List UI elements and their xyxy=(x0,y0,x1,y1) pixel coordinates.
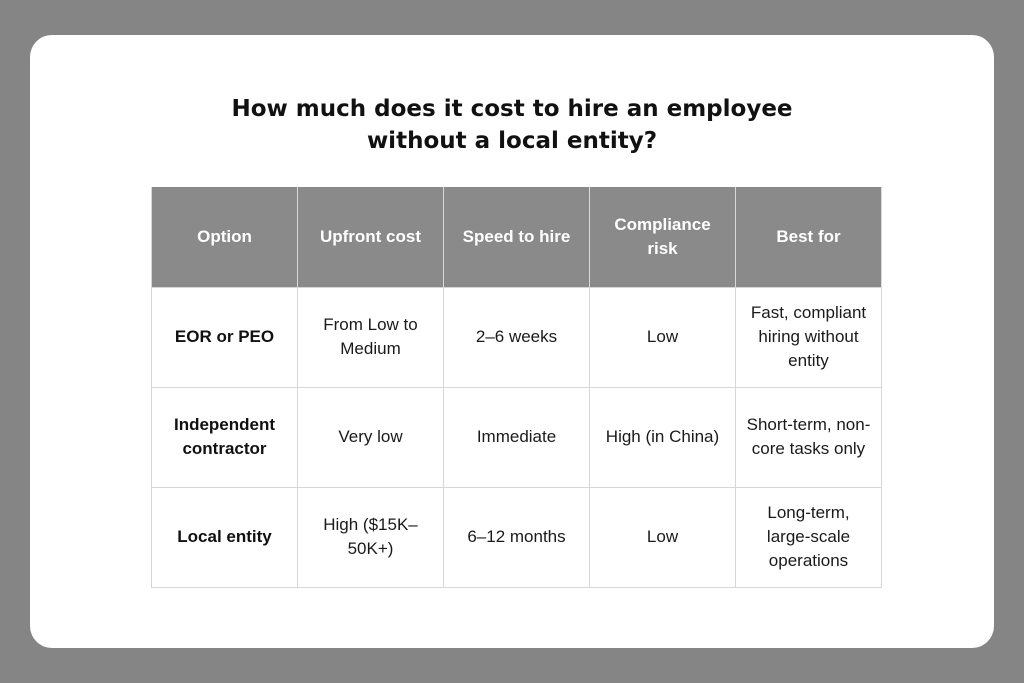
title-line-1: How much does it cost to hire an employee xyxy=(231,96,793,122)
upfront-cost-cell: High ($15K–50K+) xyxy=(298,487,444,587)
title-line-2: without a local entity? xyxy=(366,128,658,154)
content-card xyxy=(30,35,994,648)
header-upfront-cost: Upfront cost xyxy=(298,187,444,287)
comparison-table xyxy=(151,187,882,588)
option-cell: EOR or PEO xyxy=(152,287,298,387)
header-compliance-risk: Compliance risk xyxy=(590,187,736,287)
table-row xyxy=(152,487,882,587)
table-row xyxy=(152,387,882,487)
option-cell: Local entity xyxy=(152,487,298,587)
speed-to-hire-cell: 6–12 months xyxy=(444,487,590,587)
upfront-cost-cell: Very low xyxy=(298,387,444,487)
compliance-risk-cell: High (in China) xyxy=(590,387,736,487)
best-for-cell: Short-term, non-core tasks only xyxy=(736,387,882,487)
option-cell: Independent contractor xyxy=(152,387,298,487)
table-header-row xyxy=(152,187,882,287)
best-for-cell: Long-term, large-scale operations xyxy=(736,487,882,587)
compliance-risk-cell: Low xyxy=(590,287,736,387)
header-best-for: Best for xyxy=(736,187,882,287)
speed-to-hire-cell: 2–6 weeks xyxy=(444,287,590,387)
table-row xyxy=(152,287,882,387)
header-option: Option xyxy=(152,187,298,287)
best-for-cell: Fast, compliant hiring without entity xyxy=(736,287,882,387)
header-speed-to-hire: Speed to hire xyxy=(444,187,590,287)
compliance-risk-cell: Low xyxy=(590,487,736,587)
page-title xyxy=(30,93,994,157)
speed-to-hire-cell: Immediate xyxy=(444,387,590,487)
upfront-cost-cell: From Low to Medium xyxy=(298,287,444,387)
